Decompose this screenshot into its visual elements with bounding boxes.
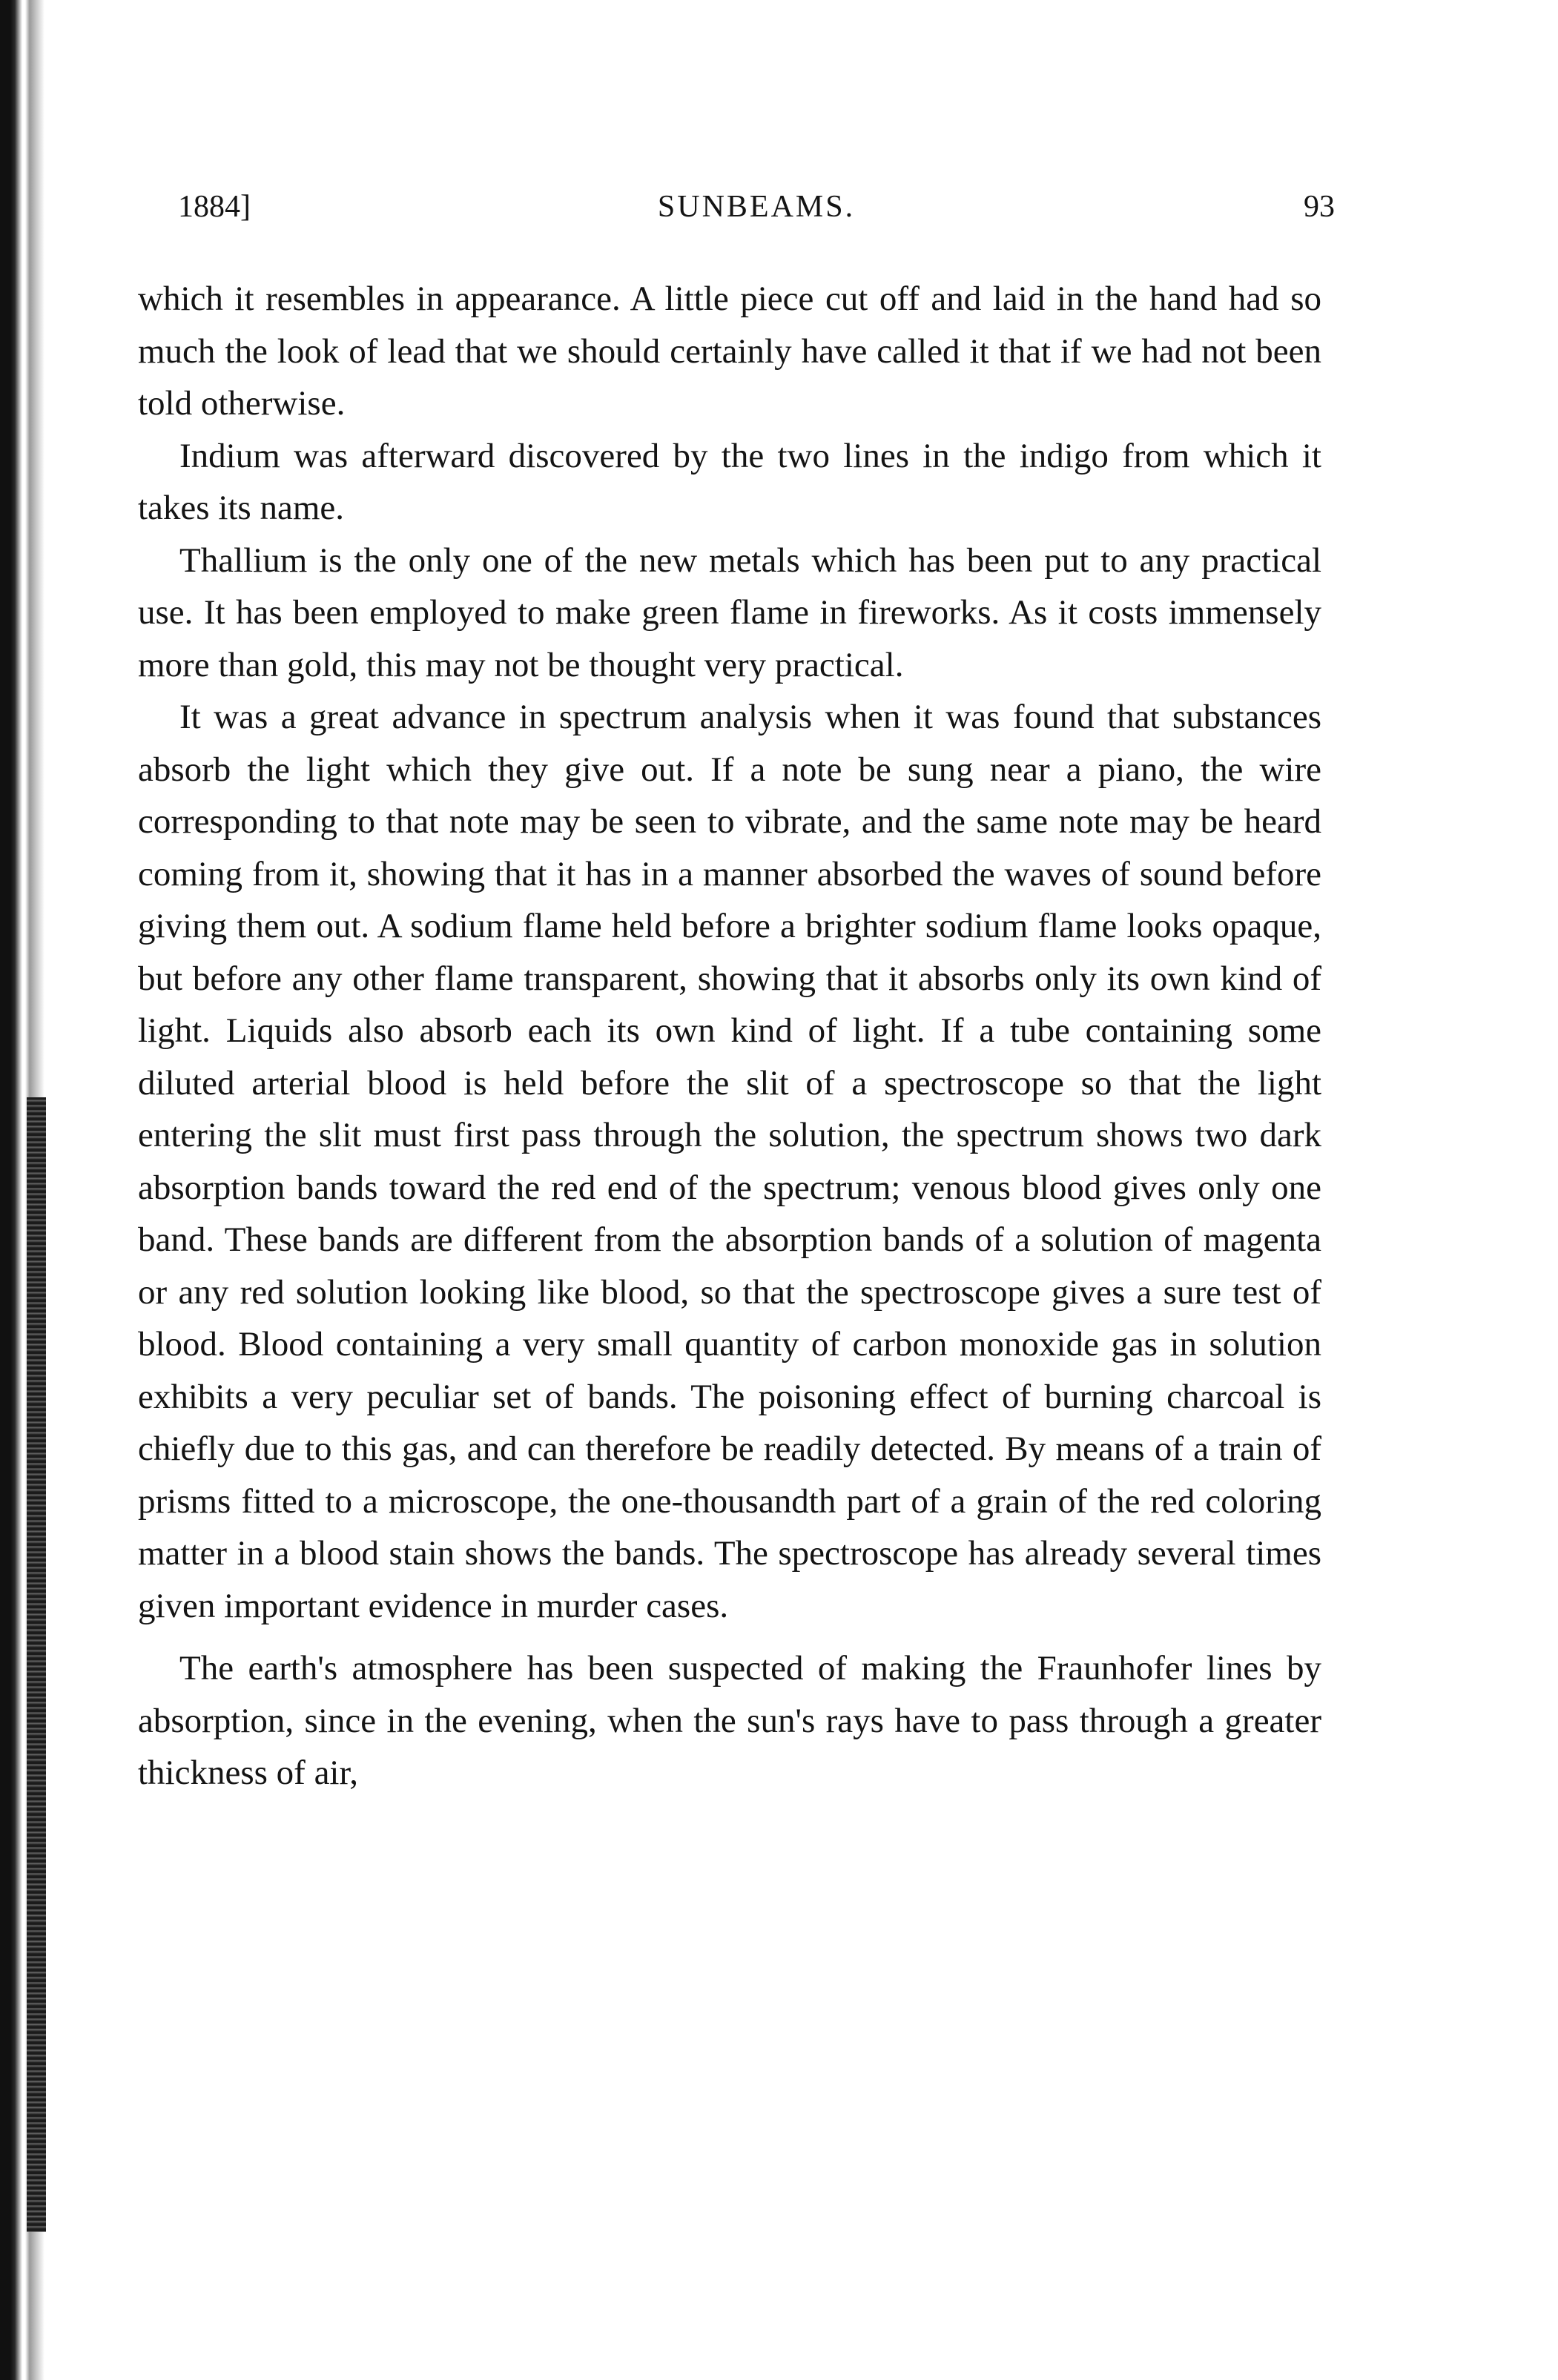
paragraph-thallium: Thallium is the only one of the new metals which has been put to any practical use. It has been employed to make green flame in fireworks. As it costs immensely more than gold, this may not be thought very practical. <box>138 541 1321 684</box>
page-binding-edge <box>0 0 58 2380</box>
paragraph-indium: Indium was afterward discovered by the two lines in the indigo from which it takes its name. <box>138 436 1321 527</box>
page-number: 93 <box>1304 190 1335 224</box>
header-year: 1884] <box>178 190 251 224</box>
body-text <box>138 273 1321 1799</box>
running-header <box>178 189 1335 241</box>
paragraph-absorption: It was a great advance in spectrum analysis when it was found that substances absorb the light which they give out. If a note be sung near a piano, the wire corresponding to that note may be seen to vibrate, and the same note may be heard coming from it, showing that it has in a manner absorbed the waves of sound before giving them out. A sodium flame held before a brighter sodium flame looks opaque, but before any other flame transparent, showing that it absorbs only its own kind of light. Liquids also absorb each its own kind of light. If a tube containing some diluted arterial blood is held before the slit of a spectroscope so that the light entering the slit must first pass through the solution, the spectrum shows two dark absorption bands toward the red end of the spectrum; venous blood gives only one band. These bands are different from the absorption bands of a solution of magenta or any red solution looking like blood, so that the spectroscope gives a sure test of blood. Blood containing a very small quantity of carbon monoxide gas in solution exhibits a very peculiar set of bands. The poisoning effect of burning charcoal is chiefly due to this gas, and can therefore be readily detected. By means of a train of prisms fitted to a microscope, the one-thousandth part of a grain of the red coloring matter in a blood stain shows the bands. The spectroscope has already several times given important evidence in murder cases. <box>138 698 1321 1625</box>
header-title: SUNBEAMS. <box>657 190 856 224</box>
paragraph-atmosphere: The earth's atmosphere has been suspected of making the Fraunhofer lines by absorption, since in the evening, when the sun's rays have to pass through a greater thickness of air, <box>138 1649 1321 1792</box>
paragraph-continued: which it resembles in appearance. A little piece cut off and laid in the hand had so much the look of lead that we should certainly have called it that if we had not been told otherwise. <box>138 280 1321 423</box>
